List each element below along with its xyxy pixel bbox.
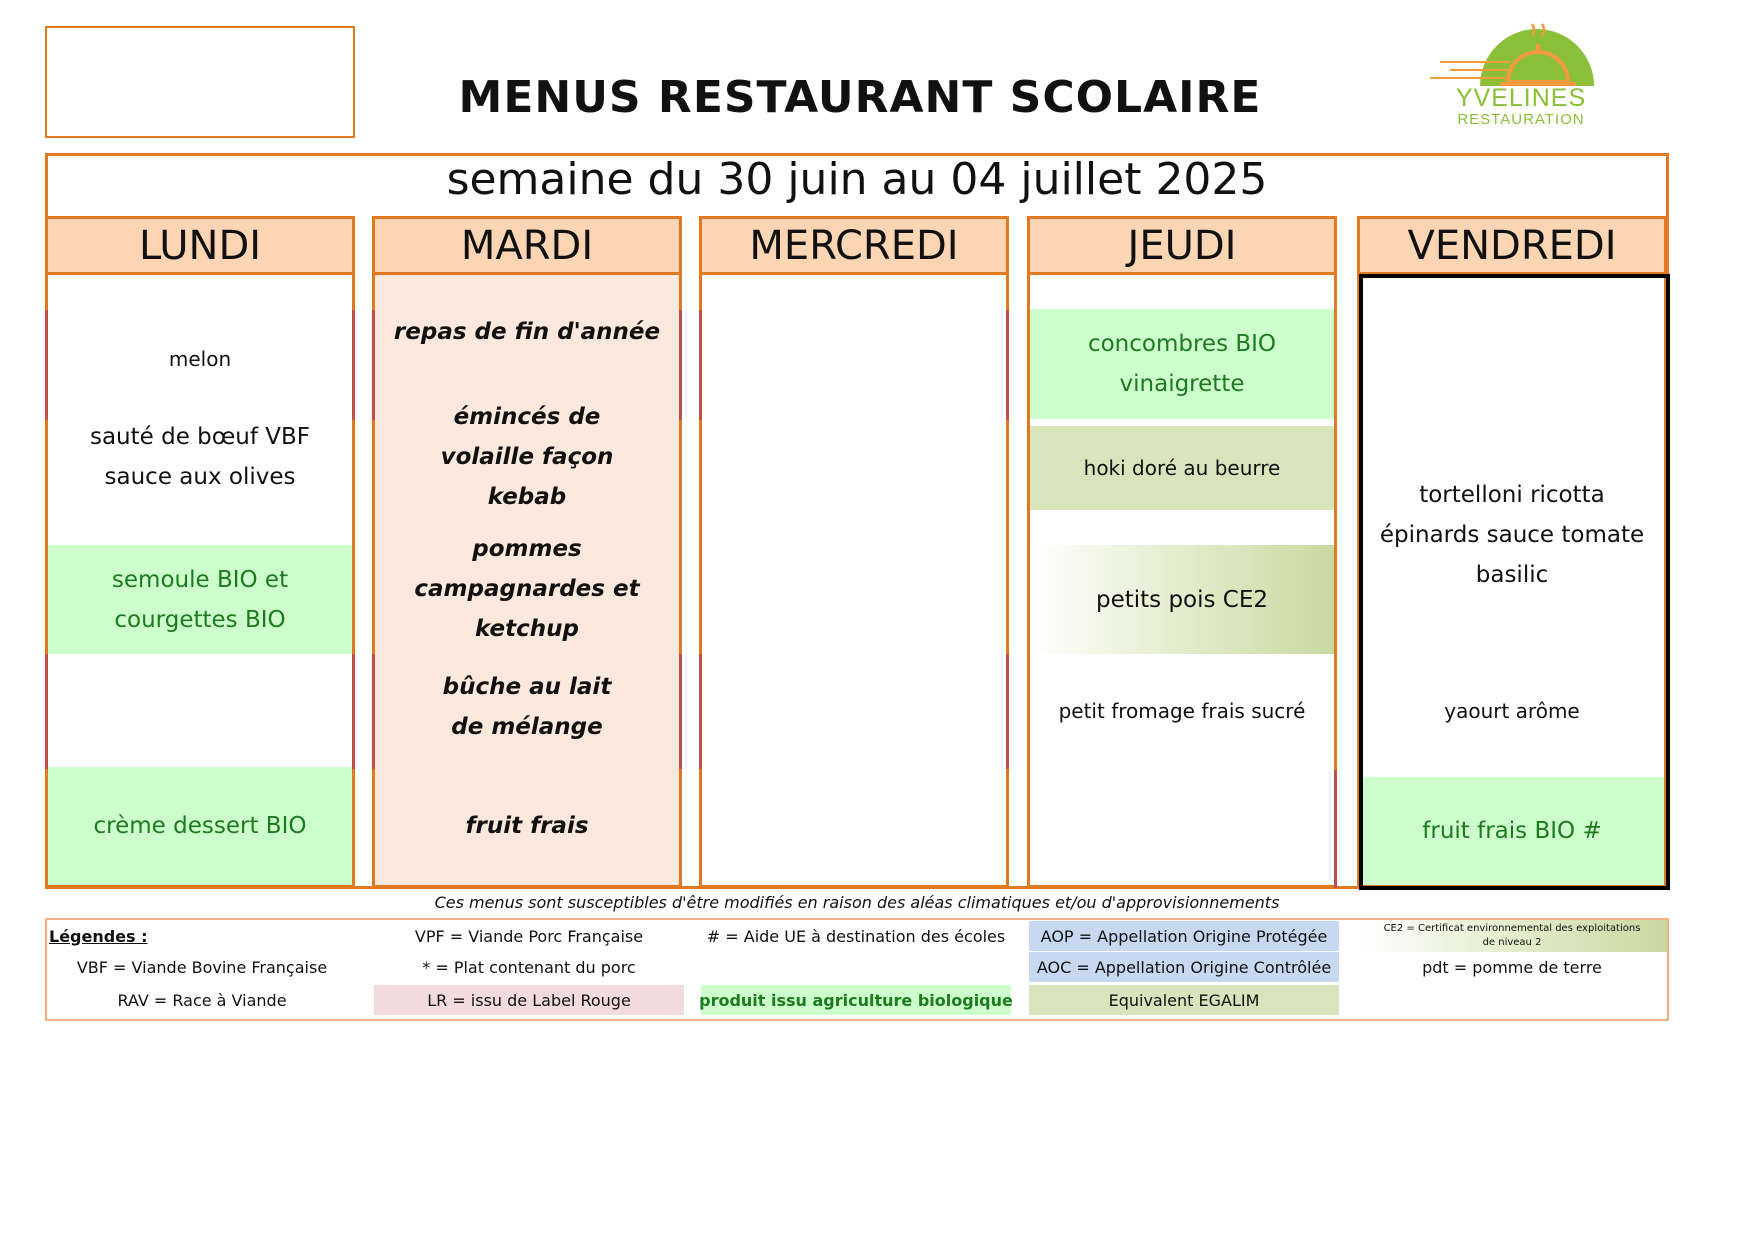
- menu-item-side: semoule BIO et courgettes BIO: [48, 545, 352, 654]
- menu-item-main: hoki doré au beurre: [1030, 426, 1334, 510]
- legend-bio: produit issu agriculture biologique: [701, 985, 1011, 1015]
- legend-aide-ue: # = Aide UE à destination des écoles: [706, 926, 1006, 946]
- legend: [45, 918, 1669, 1021]
- legend-label-rouge: LR = issu de Label Rouge: [374, 985, 684, 1015]
- legend-pdt: pdt = pomme de terre: [1422, 957, 1602, 977]
- legend-vbf: VBF = Viande Bovine Française: [76, 957, 328, 977]
- divider: [699, 654, 702, 769]
- divider: [352, 654, 355, 769]
- menu-item-main: émincés de volaille façon kebab: [440, 404, 614, 510]
- menu-item-cheese: yaourt arôme: [1444, 698, 1580, 723]
- menu-item-dessert: [1030, 767, 1334, 885]
- menu-item-main: tortelloni ricotta épinards sauce tomate basilic: [1379, 482, 1645, 588]
- day-header-mercredi: MERCREDI: [699, 216, 1009, 275]
- menu-item-cheese: [48, 654, 352, 767]
- logo-text-yvelines: YVELINES: [1455, 84, 1587, 112]
- legend-porc: * = Plat contenant du porc: [422, 957, 636, 977]
- menu-item-main: sauté de bœuf VBF sauce aux olives: [89, 424, 311, 490]
- divider: [45, 654, 48, 769]
- menu-item-cheese: petit fromage frais sucré: [1058, 698, 1306, 723]
- day-header-lundi: LUNDI: [45, 216, 355, 275]
- day-body-mercredi: [699, 275, 1009, 888]
- legend-vpf: VPF = Viande Porc Française: [414, 926, 644, 946]
- divider: [352, 310, 355, 420]
- menu-item-side: pommes campagnardes et ketchup: [414, 536, 640, 642]
- divider: [1006, 310, 1009, 420]
- day-header-mardi: MARDI: [372, 216, 682, 275]
- cloche-logo-icon: [1420, 14, 1595, 94]
- divider: [372, 654, 375, 769]
- divider: [45, 310, 48, 420]
- menu-item-starter: concombres BIO vinaigrette: [1030, 309, 1334, 419]
- divider: [679, 310, 682, 420]
- divider: [372, 310, 375, 420]
- menu-item-starter: repas de fin d'année: [393, 319, 661, 345]
- highlight-frame: [1359, 274, 1670, 890]
- page-title: MENUS RESTAURANT SCOLAIRE: [458, 72, 1262, 123]
- menu-item-dessert: fruit frais: [465, 813, 589, 839]
- divider: [679, 654, 682, 769]
- legend-heading: Légendes :: [49, 926, 148, 946]
- logo: [1420, 14, 1595, 134]
- blank-frame: [45, 26, 355, 138]
- divider: [1006, 654, 1009, 769]
- legend-aop: AOP = Appellation Origine Protégée: [1029, 921, 1339, 951]
- day-column-lundi: [45, 216, 355, 888]
- menu-item-starter: melon: [168, 347, 232, 371]
- day-column-jeudi: [1027, 216, 1337, 888]
- legend-ce2: CE2 = Certificat environnemental des exploitations de niveau 2: [1357, 920, 1667, 952]
- menu-item-dessert: fruit frais BIO #: [1360, 777, 1664, 885]
- day-body-jeudi: [1027, 275, 1337, 888]
- legend-egalim: Equivalent EGALIM: [1029, 985, 1339, 1015]
- day-header-jeudi: JEUDI: [1027, 216, 1337, 275]
- day-column-mercredi: [699, 216, 1009, 888]
- menu-item-side: petits pois CE2: [1030, 545, 1334, 654]
- divider: [699, 310, 702, 420]
- logo-text-restauration: RESTAURATION: [1457, 111, 1585, 128]
- disclaimer: Ces menus sont susceptibles d'être modifiés en raison des aléas climatiques et/ou d'approvisionnements: [434, 893, 1280, 912]
- week-title: semaine du 30 juin au 04 juillet 2025: [446, 154, 1268, 205]
- legend-rav: RAV = Race à Viande: [117, 990, 287, 1010]
- menu-item-dessert: crème dessert BIO: [48, 767, 352, 885]
- divider: [1334, 770, 1337, 888]
- menu-item-cheese: bûche au lait de mélange: [442, 674, 612, 740]
- legend-aoc: AOC = Appellation Origine Contrôlée: [1029, 952, 1339, 982]
- day-header-vendredi: VENDREDI: [1357, 216, 1667, 275]
- day-body-mardi: [372, 275, 682, 888]
- day-column-mardi: [372, 216, 682, 888]
- day-body-lundi: [45, 275, 355, 888]
